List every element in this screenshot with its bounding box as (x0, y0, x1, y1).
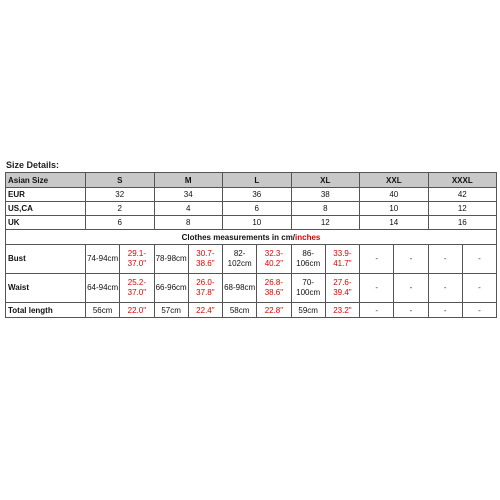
inch-cell: 26.0-37.8" (188, 274, 222, 303)
table-cell: 16 (428, 216, 497, 230)
inch-cell: 32.3-40.2" (257, 245, 291, 274)
table-cell: 10 (223, 216, 292, 230)
inch-cell: 27.6-39.4" (325, 274, 359, 303)
row-label: EUR (6, 188, 86, 202)
inch-cell: - (394, 303, 428, 318)
inch-cell: 22.0" (120, 303, 154, 318)
header-row (6, 173, 497, 188)
row-label: Total length (6, 303, 86, 318)
table-cell: 34 (154, 188, 223, 202)
measurements-heading (6, 230, 497, 245)
cm-cell: 74-94cm (86, 245, 120, 274)
cm-cell: 70-100cm (291, 274, 325, 303)
table-cell: 8 (154, 216, 223, 230)
inch-cell: - (462, 274, 496, 303)
row-label: Waist (6, 274, 86, 303)
size-details-title: Size Details: (6, 160, 60, 170)
inch-cell: 25.2-37.0" (120, 274, 154, 303)
table-row-eur (6, 188, 497, 202)
cm-cell: - (360, 274, 394, 303)
table-cell: 6 (86, 216, 155, 230)
table-cell: 14 (360, 216, 429, 230)
table-cell: 6 (223, 202, 292, 216)
row-label: US,CA (6, 202, 86, 216)
size-table (5, 172, 497, 318)
size-xxxl-header: XXXL (428, 173, 497, 188)
table-cell: 12 (291, 216, 360, 230)
cm-cell: - (428, 274, 462, 303)
table-cell: 2 (86, 202, 155, 216)
measurements-heading-row (6, 230, 497, 245)
inch-cell: 22.4" (188, 303, 222, 318)
cm-cell: - (360, 245, 394, 274)
cm-cell: 86-106cm (291, 245, 325, 274)
table-cell: 42 (428, 188, 497, 202)
cm-cell: 57cm (154, 303, 188, 318)
cm-cell: 78-98cm (154, 245, 188, 274)
table-cell: 40 (360, 188, 429, 202)
size-xl-header: XL (291, 173, 360, 188)
inch-cell: 22.8" (257, 303, 291, 318)
cm-cell: 56cm (86, 303, 120, 318)
table-row-waist (6, 274, 497, 303)
size-m-header: M (154, 173, 223, 188)
table-cell: 38 (291, 188, 360, 202)
measurements-heading-text: Clothes measurements in cm/ (181, 232, 296, 242)
inch-cell: 33.9-41.7" (325, 245, 359, 274)
size-l-header: L (223, 173, 292, 188)
table-cell: 10 (360, 202, 429, 216)
inch-cell: 26.8-38.6" (257, 274, 291, 303)
size-xxl-header: XXL (360, 173, 429, 188)
inch-cell: 23.2" (325, 303, 359, 318)
size-s-header: S (86, 173, 155, 188)
cm-cell: - (428, 303, 462, 318)
inch-cell: 29.1-37.0" (120, 245, 154, 274)
row-label: Bust (6, 245, 86, 274)
cm-cell: - (360, 303, 394, 318)
inch-cell: - (394, 274, 428, 303)
cm-cell: 59cm (291, 303, 325, 318)
cm-cell: 58cm (223, 303, 257, 318)
table-cell: 36 (223, 188, 292, 202)
row-label: UK (6, 216, 86, 230)
cm-cell: 68-98cm (223, 274, 257, 303)
inch-cell: - (462, 245, 496, 274)
measurements-heading-inches: inches (295, 232, 321, 242)
cm-cell: 64-94cm (86, 274, 120, 303)
cm-cell: 66-96cm (154, 274, 188, 303)
inch-cell: - (394, 245, 428, 274)
table-row-total-length (6, 303, 497, 318)
table-cell: 12 (428, 202, 497, 216)
table-row-usca (6, 202, 497, 216)
cm-cell: - (428, 245, 462, 274)
cm-cell: 82-102cm (223, 245, 257, 274)
table-row-uk (6, 216, 497, 230)
inch-cell: 30.7-38.6" (188, 245, 222, 274)
table-row-bust (6, 245, 497, 274)
inch-cell: - (462, 303, 496, 318)
table-cell: 4 (154, 202, 223, 216)
table-cell: 32 (86, 188, 155, 202)
header-label: Asian Size (6, 173, 86, 188)
table-cell: 8 (291, 202, 360, 216)
